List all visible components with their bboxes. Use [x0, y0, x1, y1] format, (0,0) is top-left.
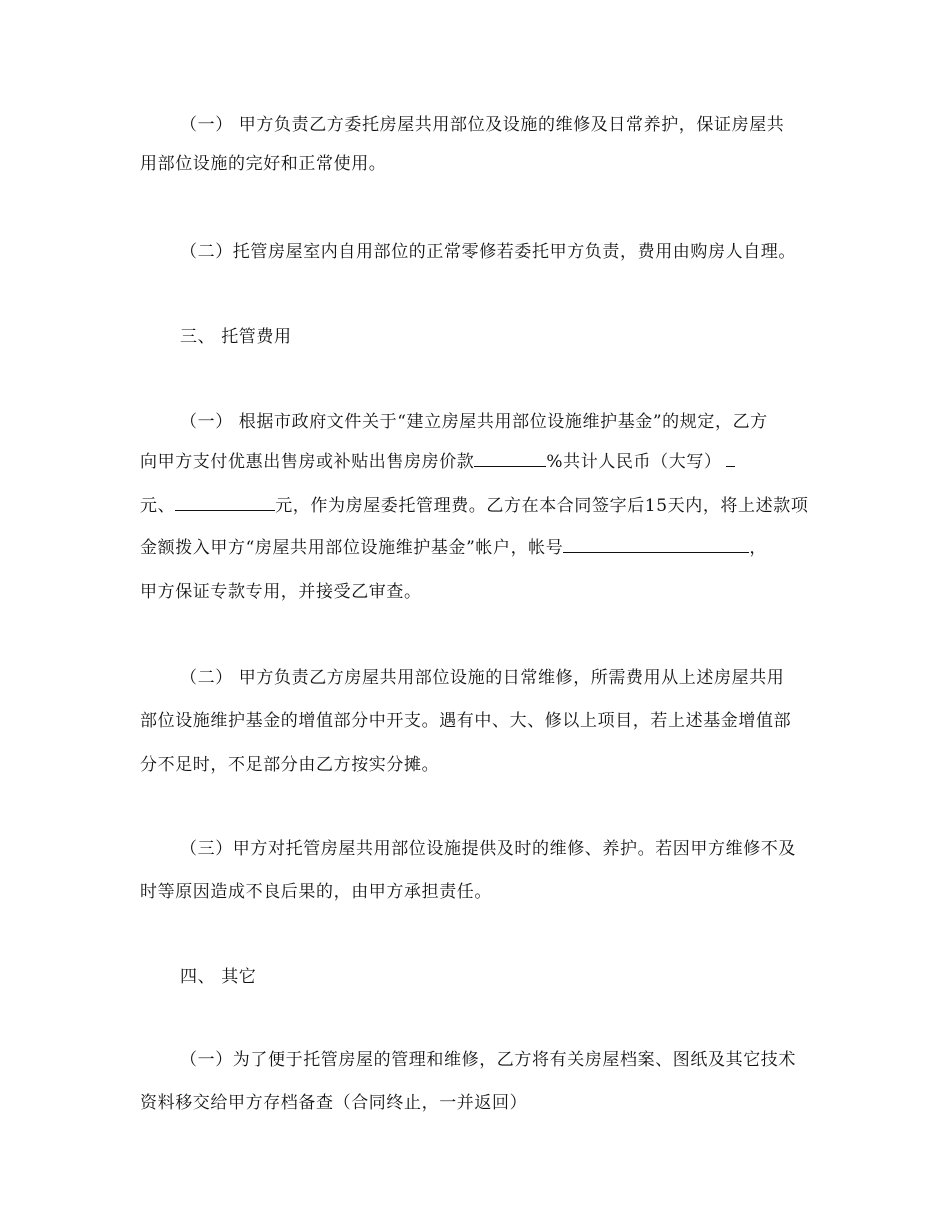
- paragraph-line: 资料移交给甲方存档备查（合同终止，一并返回）: [140, 1093, 528, 1113]
- percent-blank-field[interactable]: [474, 451, 546, 467]
- paragraph-line: （二） 甲方负责乙方房屋共用部位设施的日常维修，所需费用从上述房屋共用: [180, 668, 785, 688]
- paragraph-line: [140, 451, 735, 473]
- paragraph-line: 分不足时，不足部分由乙方按实分摊。: [140, 755, 440, 775]
- account-number-blank-field[interactable]: [563, 537, 749, 553]
- section-heading: 四、 其它: [180, 967, 257, 987]
- text-run: 元，作为房屋委托管理费。乙方在本合同签字后15天内，将上述款项: [275, 496, 809, 516]
- text-run: 金额拨入甲方“房屋共用部位设施维护基金”帐户，帐号: [140, 538, 564, 558]
- paragraph-line: （一）为了便于托管房屋的管理和维修，乙方将有关房屋档案、图纸及其它技术: [180, 1050, 796, 1070]
- section-heading: 三、 托管费用: [180, 327, 292, 347]
- paragraph-line: [140, 537, 767, 559]
- paragraph-line: 时等原因造成不良后果的，由甲方承担责任。: [140, 882, 492, 902]
- text-run: 元、: [140, 496, 176, 516]
- paragraph-line: [140, 495, 808, 517]
- amount-uppercase-blank-field[interactable]: [726, 451, 735, 467]
- text-run: 向甲方支付优惠出售房或补贴出售房房价款: [140, 452, 475, 472]
- paragraph-line: （一） 甲方负责乙方委托房屋共用部位及设施的维修及日常养护，保证房屋共: [180, 115, 785, 135]
- paragraph-line: 用部位设施的完好和正常使用。: [140, 154, 387, 174]
- paragraph-line: 甲方保证专款专用，并接受乙审查。: [140, 582, 422, 602]
- paragraph-line: （一） 根据市政府文件关于“建立房屋共用部位设施维护基金”的规定，乙方: [180, 412, 768, 432]
- paragraph-line: 部位设施维护基金的增值部分中开支。遇有中、大、修以上项目，若上述基金增值部: [140, 711, 792, 731]
- text-run: ，: [749, 538, 767, 558]
- paragraph-line: （二）托管房屋室内自用部位的正常零修若委托甲方负责，费用由购房人自理。: [180, 242, 796, 262]
- text-run: %共计人民币（大写）: [546, 452, 722, 472]
- paragraph-line: （三）甲方对托管房屋共用部位设施提供及时的维修、养护。若因甲方维修不及: [180, 839, 796, 859]
- amount-blank-field[interactable]: [175, 495, 275, 511]
